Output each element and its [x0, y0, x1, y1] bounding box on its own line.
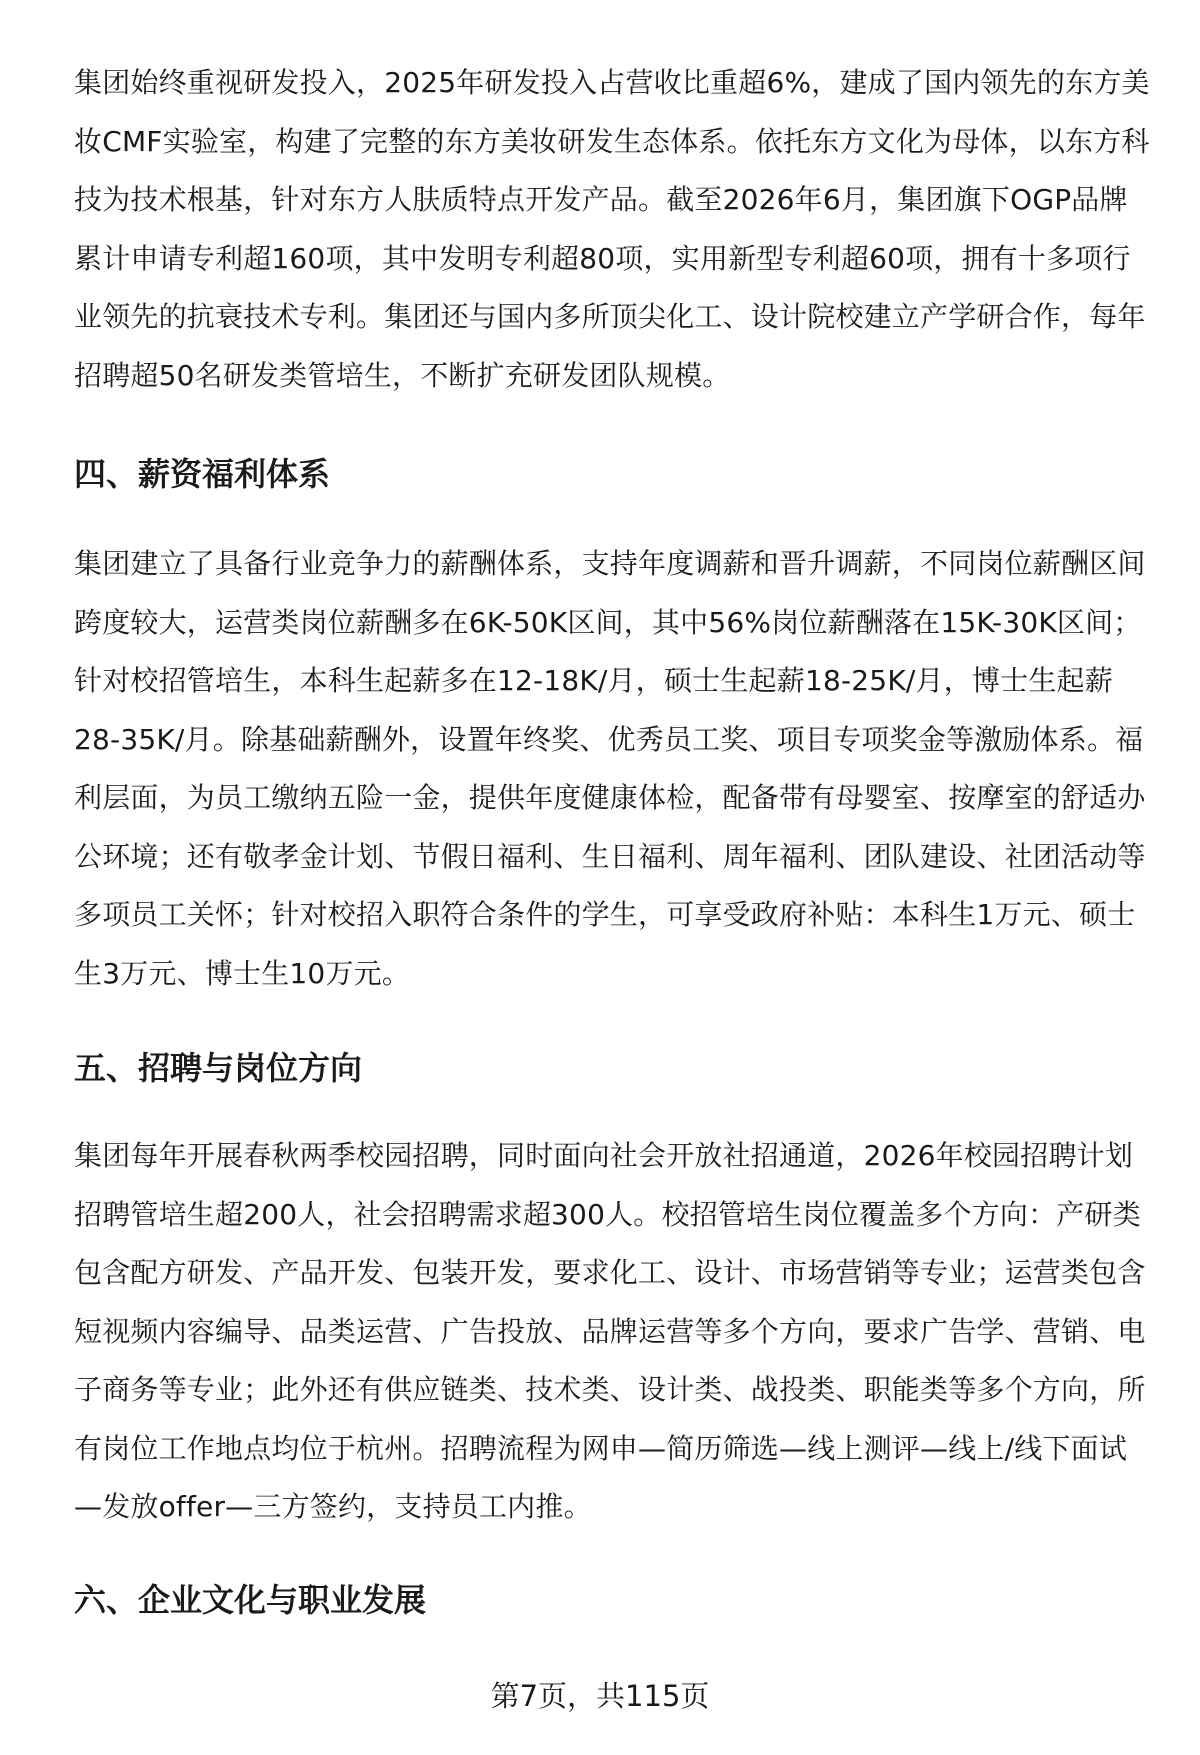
document-body: [74, 54, 1154, 1629]
paragraph-recruitment: 集团每年开展春秋两季校园招聘，同时面向社会开放社招通道，2026年校园招聘计划招聘管培生超200人，社会招聘需求超300人。校招管培生岗位覆盖多个方向：产研类包含配方研发、产品开发、包装开发，要求化工、设计、市场营销等专业；运营类包含短视频内容编导、品类运营、广告投放、品牌运营等多个方向，要求广告学、营销、电子商务等专业；此外还有供应链类、技术类、设计类、战投类、职能类等多个方向，所有岗位工作地点均位于杭州。招聘流程为网申—简历筛选—线上测评—线上/线下面试—发放offer—三方签约，支持员工内推。: [74, 1139, 1146, 1523]
heading-recruitment: 五、招聘与岗位方向: [74, 1049, 363, 1087]
heading-salary-benefits: 四、薪资福利体系: [74, 455, 331, 493]
paragraph-rd-investment: 集团始终重视研发投入，2025年研发投入占营收比重超6%，建成了国内领先的东方美妆CMF实验室，构建了完整的东方美妆研发生态体系。依托东方文化为母体，以东方科技为技术根基，针对东方人肤质特点开发产品。截至2026年6月，集团旗下OGP品牌累计申请专利超160项，其中发明专利超80项，实用新型专利超60项，拥有十多项行业领先的抗衰技术专利。集团还与国内多所顶尖化工、设计院校建立产学研合作，每年招聘超50名研发类管培生，不断扩充研发团队规模。: [74, 66, 1150, 392]
page-number: 第7页，共115页: [490, 1679, 710, 1713]
paragraph-salary-benefits: 集团建立了具备行业竞争力的薪酬体系，支持年度调薪和晋升调薪，不同岗位薪酬区间跨度较大，运营类岗位薪酬多在6K-50K区间，其中56%岗位薪酬落在15K-30K区间；针对校招管培生，本科生起薪多在12-18K/月，硕士生起薪18-25K/月，博士生起薪28-35K/月。除基础薪酬外，设置年终奖、优秀员工奖、项目专项奖金等激励体系。福利层面，为员工缴纳五险一金，提供年度健康体检，配备带有母婴室、按摩室的舒适办公环境；还有敬孝金计划、节假日福利、生日福利、周年福利、团队建设、社团活动等多项员工关怀；针对校招入职符合条件的学生，可享受政府补贴：本科生1万元、硕士生3万元、博士生10万元。: [74, 547, 1146, 990]
heading-culture-career: 六、企业文化与职业发展: [74, 1580, 427, 1619]
